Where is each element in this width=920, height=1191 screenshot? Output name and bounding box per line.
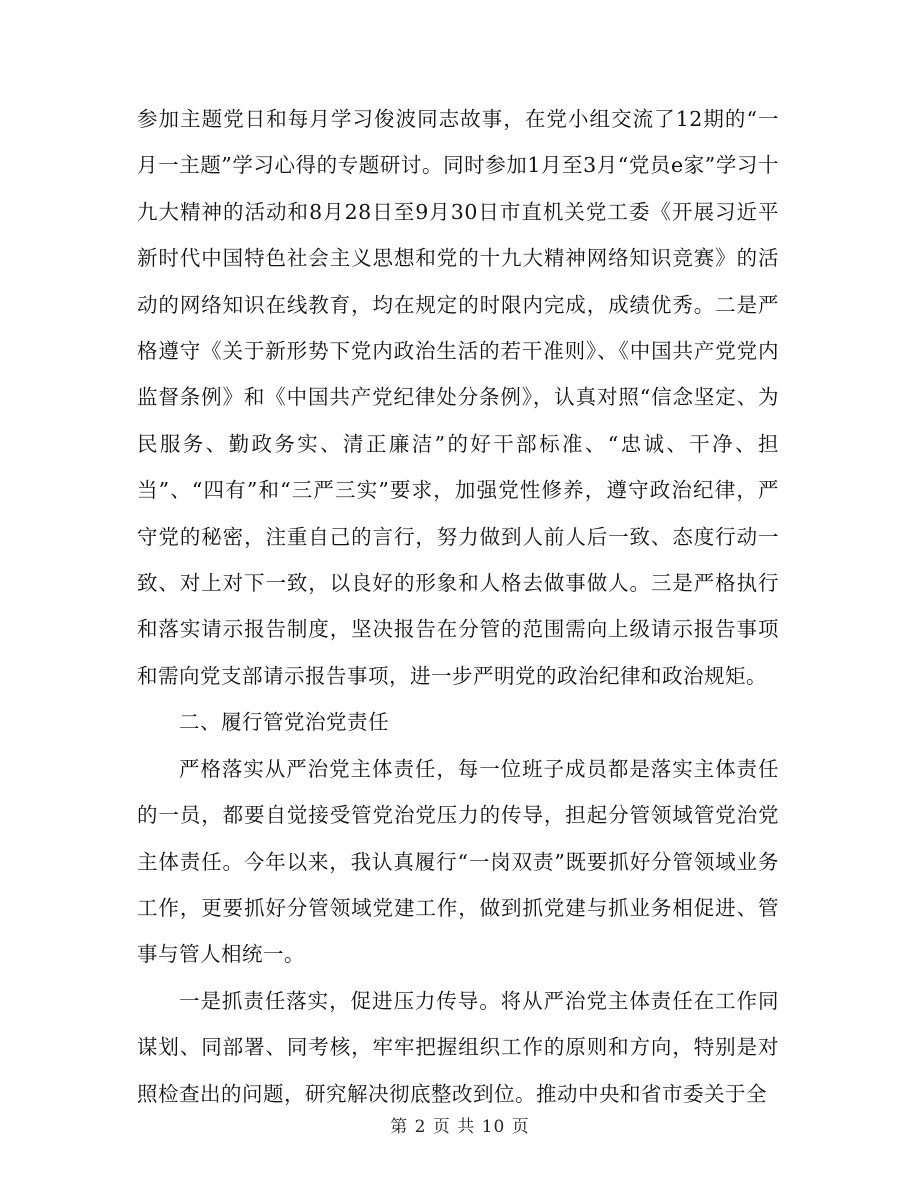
section-heading: 二、履行管党治党责任: [179, 710, 389, 735]
document-body: [137, 96, 779, 1117]
body-paragraph-3: 一是抓责任落实，促进压力传导。将从严治党主体责任在工作同谋划、同部署、同考核，牢牢把握组织工作的原则和方向，特别是对照检查出的问题，研究解决彻底整改到位。推动中央和省市委关于全: [137, 988, 779, 1106]
page-number-footer: 第 2 页 共 10 页: [390, 1117, 530, 1137]
body-paragraph-1: 参加主题党日和每月学习俊波同志故事，在党小组交流了12期的“一月一主题”学习心得的专题研讨。同时参加1月至3月“党员e家”学习十九大精神的活动和8月28日至9月30日市直机关党工委《开展习近平新时代中国特色社会主义思想和党的十九大精神网络知识竞赛》的活动的网络知识在线教育，均在规定的时限内完成，成绩优秀。二是严格遵守《关于新形势下党内政治生活的若干准则》、《中国共产党党内监督条例》和《中国共产党纪律处分条例》，认真对照“信念坚定、为民服务、勤政务实、清正廉洁”的好干部标准、“忠诚、干净、担当”、“四有”和“三严三实”要求，加强党性修养，遵守政治纪律，严守党的秘密，注重自己的言行，努力做到人前人后一致、态度行动一致、对上对下一致，以良好的形象和人格去做事做人。三是严格执行和落实请示报告制度，坚决报告在分管的范围需向上级请示报告事项和需向党支部请示报告事项，进一步严明党的政治纪律和政治规矩。: [137, 107, 779, 688]
body-paragraph-2: 严格落实从严治党主体责任，每一位班子成员都是落实主体责任的一员，都要自觉接受管党治党压力的传导，担起分管领域管党治党主体责任。今年以来，我认真履行“一岗双责”既要抓好分管领域业务工作，更要抓好分管领域党建工作，做到抓党建与抓业务相促进、管事与管人相统一。: [137, 756, 779, 967]
